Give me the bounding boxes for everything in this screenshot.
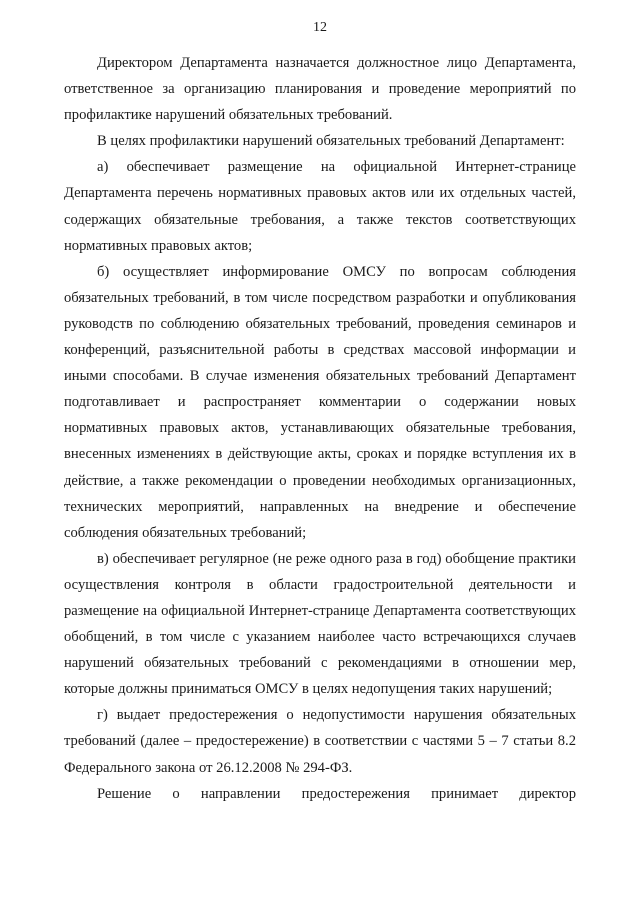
paragraph-item-a: а) обеспечивает размещение на официальной Интернет-странице Департамента перечень нормативных правовых актов или их отдельных частей, содержащих обязательные требования, а также текстов соответствующих нормативных правовых актов; — [64, 159, 576, 254]
paragraph-director-appointment: Директором Департамента назначается должностное лицо Департамента, ответственное за организацию планирования и проведение мероприятий по профилактике нарушений обязательных требований. — [64, 55, 576, 124]
document-body — [64, 50, 576, 807]
paragraph-item-v: в) обеспечивает регулярное (не реже одного раза в год) обобщение практики осуществления контроля в области градостроительной деятельности и размещение на официальной Интернет-странице Департамента соответствующих обобщений, в том числе с указанием наиболее часто встречающихся случаев нарушений обязательных требований с рекомендациями в отношении мер, которые должны приниматься ОМСУ в целях недопущения таких нарушений; — [64, 550, 576, 698]
paragraph-item-g: г) выдает предостережения о недопустимости нарушения обязательных требований (далее – предостережение) в соответствии с частями 5 – 7 статьи 8.2 Федерального закона от 26.12.2008 № 294-ФЗ. — [64, 707, 576, 776]
page-number: 12 — [313, 20, 327, 35]
paragraph-prevention-intro: В целях профилактики нарушений обязательных требований Департамент: — [97, 133, 565, 150]
paragraph-item-b: б) осуществляет информирование ОМСУ по вопросам соблюдения обязательных требований, в том числе посредством разработки и опубликования руководств по соблюдению обязательных требований, проведения семинаров и конференций, разъяснительной работы в средствах массовой информации и иными способами. В случае изменения обязательных требований Департамент подготавливает и распространяет комментарии о содержании новых нормативных правовых актов, устанавливающих обязательные требования, внесенных изменениях в действующие акты, сроках и порядке вступления их в действие, а также рекомендации о проведении необходимых организационных, технических мероприятий, направленных на внедрение и обеспечение соблюдения обязательных требований; — [64, 263, 576, 541]
paragraph-decision: Решение о направлении предостережения принимает директор — [97, 785, 576, 802]
